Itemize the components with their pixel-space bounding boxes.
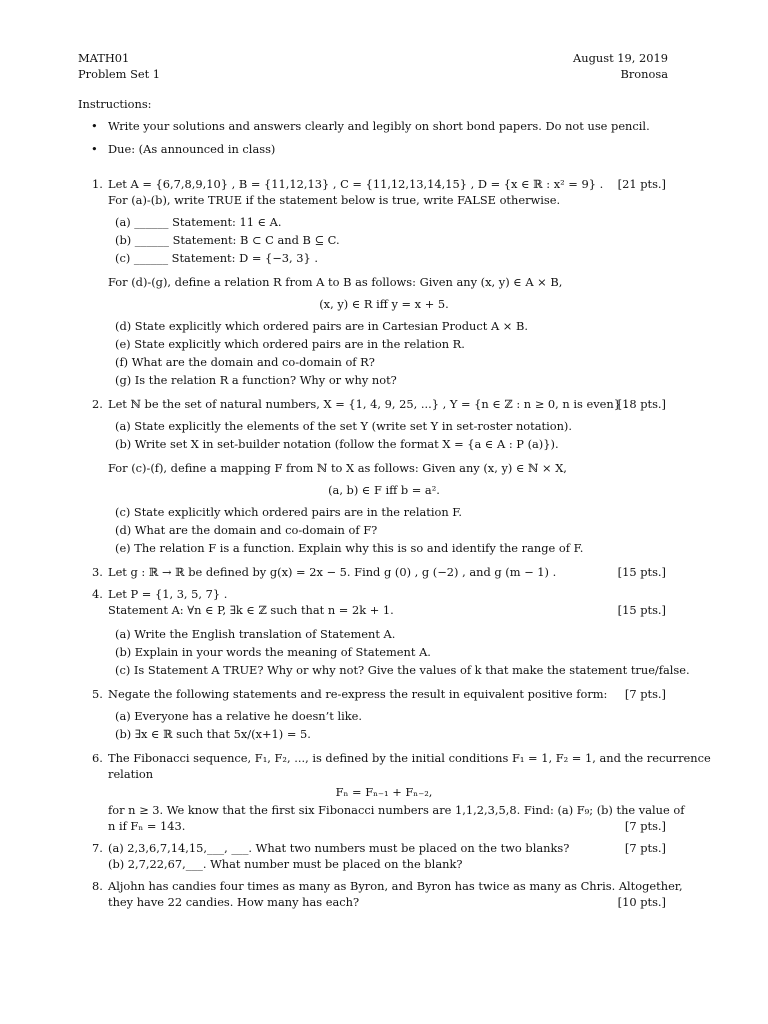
problem-4b: (b) Explain in your words the meaning of Statement A. [115,645,431,659]
problem-2-points: [18 pts.] [617,397,666,411]
problem-2a: (a) State explicitly the elements of the set Y (write set Y in set-roster notation). [115,419,572,433]
problem-2b: (b) Write set X in set-builder notation (follow the format X = {a ∈ A : P (a)}). [115,437,559,451]
problem-4a: (a) Write the English translation of Statement A. [115,627,396,641]
instruction-item: Write your solutions and answers clearly and legibly on short bond papers. Do not use pencil. [108,119,650,133]
problem-number: 5. [92,687,103,701]
problem-1-sets: Let A = {6,7,8,9,10} , B = {11,12,13} , C = {11,12,13,14,15} , D = {x ∈ ℝ : x² = 9} . [108,177,604,191]
problem-1-points: [21 pts.] [617,177,666,191]
problem-6-line-4: n if Fₙ = 143. [108,819,186,833]
problem-7a: (a) 2,3,6,7,14,15,___, ___. What two numbers must be placed on the two blanks? [108,841,570,855]
problem-1d: (d) State explicitly which ordered pairs are in Cartesian Product A × B. [115,319,528,333]
header-author: Bronosa [620,67,668,81]
problem-6-line-3: for n ≥ 3. We know that the first six Fibonacci numbers are 1,1,2,3,5,8. Find: (a) F₉; (b) the value of [108,803,685,817]
problem-2-mapping-definition: (a, b) ∈ F iff b = a². [328,483,440,497]
course-code: MATH01 [78,51,130,65]
problem-2-sets: Let ℕ be the set of natural numbers, X = {1, 4, 9, 25, ...} , Y = {n ∈ ℤ : n ≥ 0, n is even} . [108,397,629,411]
problem-4-statement: Statement A: ∀n ∈ P, ∃k ∈ ℤ such that n = 2k + 1. [108,603,394,617]
problem-2c: (c) State explicitly which ordered pairs are in the relation F. [115,505,463,519]
problem-4c: (c) Is Statement A TRUE? Why or why not? Give the values of k that make the statement true/false. [115,663,690,677]
problem-3-text: Let g : ℝ → ℝ be defined by g(x) = 2x − 5. Find g (0) , g (−2) , and g (m − 1) . [108,565,557,579]
problem-2d: (d) What are the domain and co-domain of F? [115,523,378,537]
problem-4-set: Let P = {1, 3, 5, 7} . [108,587,228,601]
problem-number: 2. [92,397,103,411]
problem-2e: (e) The relation F is a function. Explain why this is so and identify the range of F. [115,541,584,555]
problem-number: 8. [92,879,103,893]
problem-6-points: [7 pts.] [624,819,666,833]
problem-1-relation-intro: For (d)-(g), define a relation R from A to B as follows: Given any (x, y) ∈ A × B, [108,275,563,289]
instructions-title: Instructions: [78,97,152,111]
problem-7-points: [7 pts.] [624,841,666,855]
problem-set-title: Problem Set 1 [78,67,161,81]
problem-1-relation-definition: (x, y) ∈ R iff y = x + 5. [319,297,449,311]
problem-7b: (b) 2,7,22,67,___. What number must be placed on the blank? [108,857,463,871]
problem-1b: (b) ______ Statement: B ⊂ C and B ⊆ C. [115,233,340,247]
fibonacci-formula: Fₙ = Fₙ₋₁ + Fₙ₋₂, [335,785,433,799]
problem-5b: (b) ∃x ∈ ℝ such that 5x/(x+1) = 5. [115,727,311,741]
problem-1a: (a) ______ Statement: 11 ∈ A. [115,215,282,229]
problem-number: 1. [92,177,103,191]
problem-5-text: Negate the following statements and re-express the result in equivalent positive form: [108,687,608,701]
problem-8-points: [10 pts.] [617,895,666,909]
problem-2-mapping-intro: For (c)-(f), define a mapping F from ℕ to X as follows: Given any (x, y) ∈ ℕ × X, [108,461,567,475]
problem-1f: (f) What are the domain and co-domain of R? [115,355,375,369]
header-date: August 19, 2019 [573,51,668,65]
problem-1g: (g) Is the relation R a function? Why or why not? [115,373,397,387]
problem-1c: (c) ______ Statement: D = {−3, 3} . [115,251,319,265]
problem-1e: (e) State explicitly which ordered pairs are in the relation R. [115,337,465,351]
problem-4-points: [15 pts.] [617,603,666,617]
problem-number: 3. [92,565,103,579]
problem-8-line-2: they have 22 candies. How many has each? [108,895,360,909]
problem-8-line-1: Aljohn has candies four times as many as Byron, and Byron has twice as many as Chris. Altogether, [108,879,683,893]
instruction-item: Due: (As announced in class) [108,142,276,156]
problem-number: 4. [92,587,103,601]
problem-6-line-1: The Fibonacci sequence, F₁, F₂, ..., is defined by the initial conditions F₁ = 1, F₂ = 1, and the recurrence [108,751,711,765]
problem-1-directions: For (a)-(b), write TRUE if the statement below is true, write FALSE otherwise. [108,193,561,207]
problem-number: 7. [92,841,103,855]
problem-number: 6. [92,751,103,765]
problem-6-line-2: relation [108,767,154,781]
bullet-icon: • [91,142,98,156]
problem-3-points: [15 pts.] [617,565,666,579]
problem-5a: (a) Everyone has a relative he doesn’t like. [115,709,363,723]
problem-5-points: [7 pts.] [624,687,666,701]
bullet-icon: • [91,119,98,133]
